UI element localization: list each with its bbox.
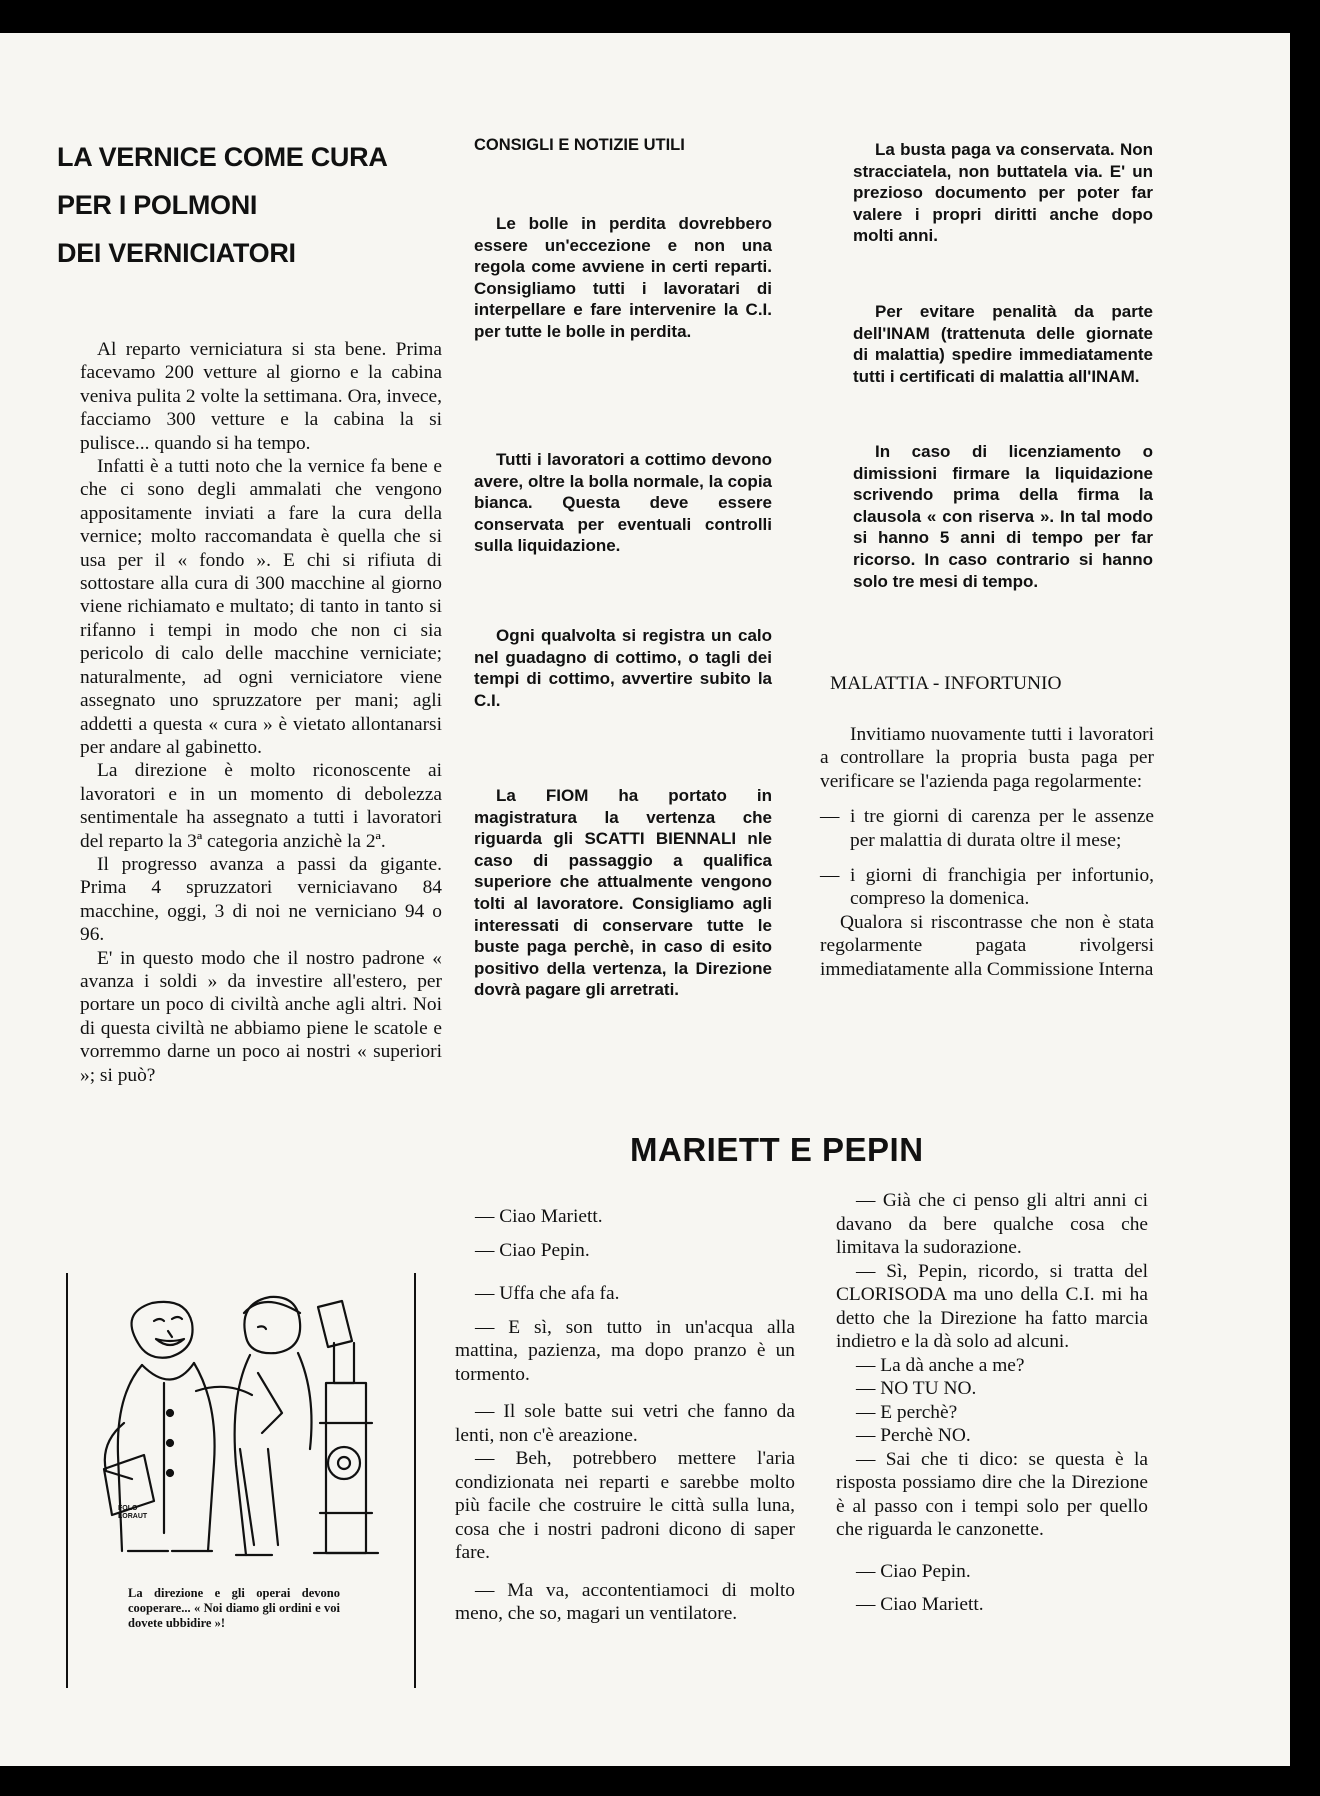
dialogue-line: — Beh, potrebbero mettere l'aria condizionata nei reparti e sarebbe molto più facile che costruire le città sulla luna, cosa che i nostri padroni dicono di saper fare. xyxy=(455,1448,795,1563)
dialogue-line: — Ciao Mariett. xyxy=(856,1594,984,1615)
headline-line-2: PER I POLMONI xyxy=(57,190,258,220)
note-text: Per evitare penalità da parte dell'INAM (trattenuta delle giornate di malattia) spedire immediatamente tutti i certificati di malattia all'INAM. xyxy=(853,302,1153,386)
dialogue-line: — Sai che ti dico: se questa è la risposta possiamo dire che la Direzione è al passo con i tempi solo per quello che riguarda le canzonette. xyxy=(836,1448,1148,1540)
dialogue-line: — E perchè? xyxy=(856,1401,958,1423)
note-copia-bianca xyxy=(474,449,772,557)
malattia-item xyxy=(820,805,1154,852)
note-text: La FIOM ha portato in magistratura la vertenza che riguarda gli SCATTI BIENNALI nle caso di passaggio a qualifica superiore che attualmente vengono tolti al lavoratore. Consigliamo agli interessati di conservare tutte le buste paga perchè, in caso di esito positivo della vertenza, la Direzione dovrà pagare gli arretrati. xyxy=(474,786,772,1000)
note-text: Le bolle in perdita dovrebbero essere un'eccezione e non una regola come avviene in certi reparti. Consigliamo tutti i lavoratari di interpellare e fare intervenire la C.I. per tutte le bolle in perdita. xyxy=(474,214,772,341)
dialogue-right-column xyxy=(836,1189,1148,1617)
dialogue-line: — Ciao Pepin. xyxy=(856,1560,971,1582)
headline-line-3: DEI VERNICIATORI xyxy=(57,238,296,268)
note-fiom xyxy=(474,785,772,1001)
dialogue-line: — Sì, Pepin, ricordo, si tratta del CLORISODA ma uno della C.I. mi ha detto che la Direzione ha fatto marcia indietro e la dà solo ad alcuni. xyxy=(836,1260,1148,1352)
article-paragraph: E' in questo modo che il nostro padrone « avanza i soldi » da investire all'estero, per portare un poco di civiltà anche agli altri. Noi di questa civiltà ne abbiamo piene le scatole e vorremmo darne un poco ai nostri « superiori »; si può? xyxy=(80,947,442,1086)
note-inam xyxy=(853,301,1153,387)
dialogue-title: MARIETT E PEPIN xyxy=(630,1131,924,1168)
dash-marker: — xyxy=(820,806,840,828)
dialogue-line: — NO TU NO. xyxy=(856,1378,977,1399)
signature-line-1: FOLO xyxy=(118,1505,138,1512)
malattia-closing: Qualora si riscontrasse che non è stata regolarmente pagata rivolgersi immediatamente alla Commissione Interna xyxy=(820,911,1154,980)
cartoon-caption xyxy=(128,1586,340,1630)
malattia-body xyxy=(820,723,1154,981)
dash-marker: — xyxy=(820,865,840,887)
section-heading-malattia: MALATTIA - INFORTUNIO xyxy=(830,673,1062,694)
dialogue-left-column xyxy=(455,1205,795,1626)
dialogue-line: — Uffa che afa fa. xyxy=(475,1283,620,1304)
dialogue-line: — Perchè NO. xyxy=(856,1425,971,1446)
note-calo-guadagno xyxy=(474,625,772,711)
article-headline xyxy=(57,133,437,277)
note-text: In caso di licenziamento o dimissioni firmare la liquidazione scrivendo prima della firma la clausola « con riserva ». In tal modo si hanno 5 anni di tempo per far ricorso. In caso contrario si hanno solo tre mesi di tempo. xyxy=(853,442,1153,591)
signature-line-2: LORAUT xyxy=(118,1513,148,1520)
dialogue-line: — Già che ci penso gli altri anni ci davano da bere qualche cosa che limitava la sudorazione. xyxy=(836,1190,1148,1258)
document-page xyxy=(0,33,1290,1766)
malattia-item-text: i tre giorni di carenza per le assenze per malattia di durata oltre il mese; xyxy=(850,806,1154,851)
malattia-item-text: i giorni di franchigia per infortunio, compreso la domenica. xyxy=(850,865,1154,910)
dialogue-line: — Il sole batte sui vetri che fanno da lenti, non c'è areazione. xyxy=(455,1401,795,1446)
note-bolle xyxy=(474,213,772,343)
note-text: Ogni qualvolta si registra un calo nel guadagno di cottimo, o tagli dei tempi di cottimo, avvertire subito la C.I. xyxy=(474,626,772,710)
article-paragraph: Infatti è a tutti noto che la vernice fa bene e che ci sono degli ammalati che vengono appositamente inviati a fare la cura della vernice; molto raccomandata è quella che si usa per il « fondo ». E chi si rifiuta di sottostare alla cura di 300 macchine al giorno viene richiamato e multato; di tanto in tanto si rifanno i tempi in modo che non ci sia pericolo di calo delle macchine verniciate; naturalmente, ad ogni verniciatore viene assegnato uno spruzzatore per mani; agli addetti a questa « cura » è vietato allontanarsi per andare al gabinetto. xyxy=(80,456,442,758)
article-paragraph: Il progresso avanza a passi da gigante. Prima 4 spruzzatori verniciavano 84 macchine, oggi, 3 di noi ne verniciano 94 o 96. xyxy=(80,853,442,946)
article-body xyxy=(80,338,442,1087)
dialogue-line: — Ma va, accontentiamoci di molto meno, che so, magari un ventilatore. xyxy=(455,1579,795,1624)
caption-text: La direzione e gli operai devono cooperare... « Noi diamo gli ordini e voi dovete ubbidire »! xyxy=(128,1586,340,1630)
note-text: Tutti i lavoratori a cottimo devono avere, oltre la bolla normale, la copia bianca. Questa deve essere conservata per eventuali controlli sulla liquidazione. xyxy=(474,450,772,556)
dialogue-line: — Ciao Mariett. xyxy=(475,1206,603,1227)
headline-line-1: LA VERNICE COME CURA xyxy=(57,142,388,172)
dialogue-line: — E sì, son tutto in un'acqua alla mattina, pazienza, ma dopo pranzo è un tormento. xyxy=(455,1316,795,1385)
dialogue-line: — Ciao Pepin. xyxy=(475,1239,590,1261)
cartoon-signature xyxy=(118,1505,147,1521)
note-busta-paga xyxy=(853,139,1153,247)
section-heading-consigli: CONSIGLI E NOTIZIE UTILI xyxy=(474,136,685,154)
note-text: La busta paga va conservata. Non stracciatela, non buttatela via. E' un prezioso documento per poter far valere i propri diritti anche dopo molti anni. xyxy=(853,140,1153,246)
cartoon-illustration xyxy=(68,1273,414,1573)
article-paragraph: Al reparto verniciatura si sta bene. Prima facevamo 200 vetture al giorno e la cabina veniva pulita 2 volte la settimana. Ora, invece, facciamo 300 vetture e la cabina la si pulisce... quando si ha tempo. xyxy=(80,339,442,454)
malattia-item xyxy=(820,864,1154,911)
article-paragraph: La direzione è molto riconoscente ai lavoratori e in un momento di debolezza sentimentale ha assegnato a tutti i lavoratori del reparto la 3ª categoria anzichè la 2ª. xyxy=(80,760,442,852)
note-licenziamento xyxy=(853,441,1153,592)
malattia-intro: Invitiamo nuovamente tutti i lavoratori a controllare la propria busta paga per verificare se l'azienda paga regolarmente: xyxy=(820,724,1154,792)
dialogue-line: — La dà anche a me? xyxy=(856,1354,1025,1376)
